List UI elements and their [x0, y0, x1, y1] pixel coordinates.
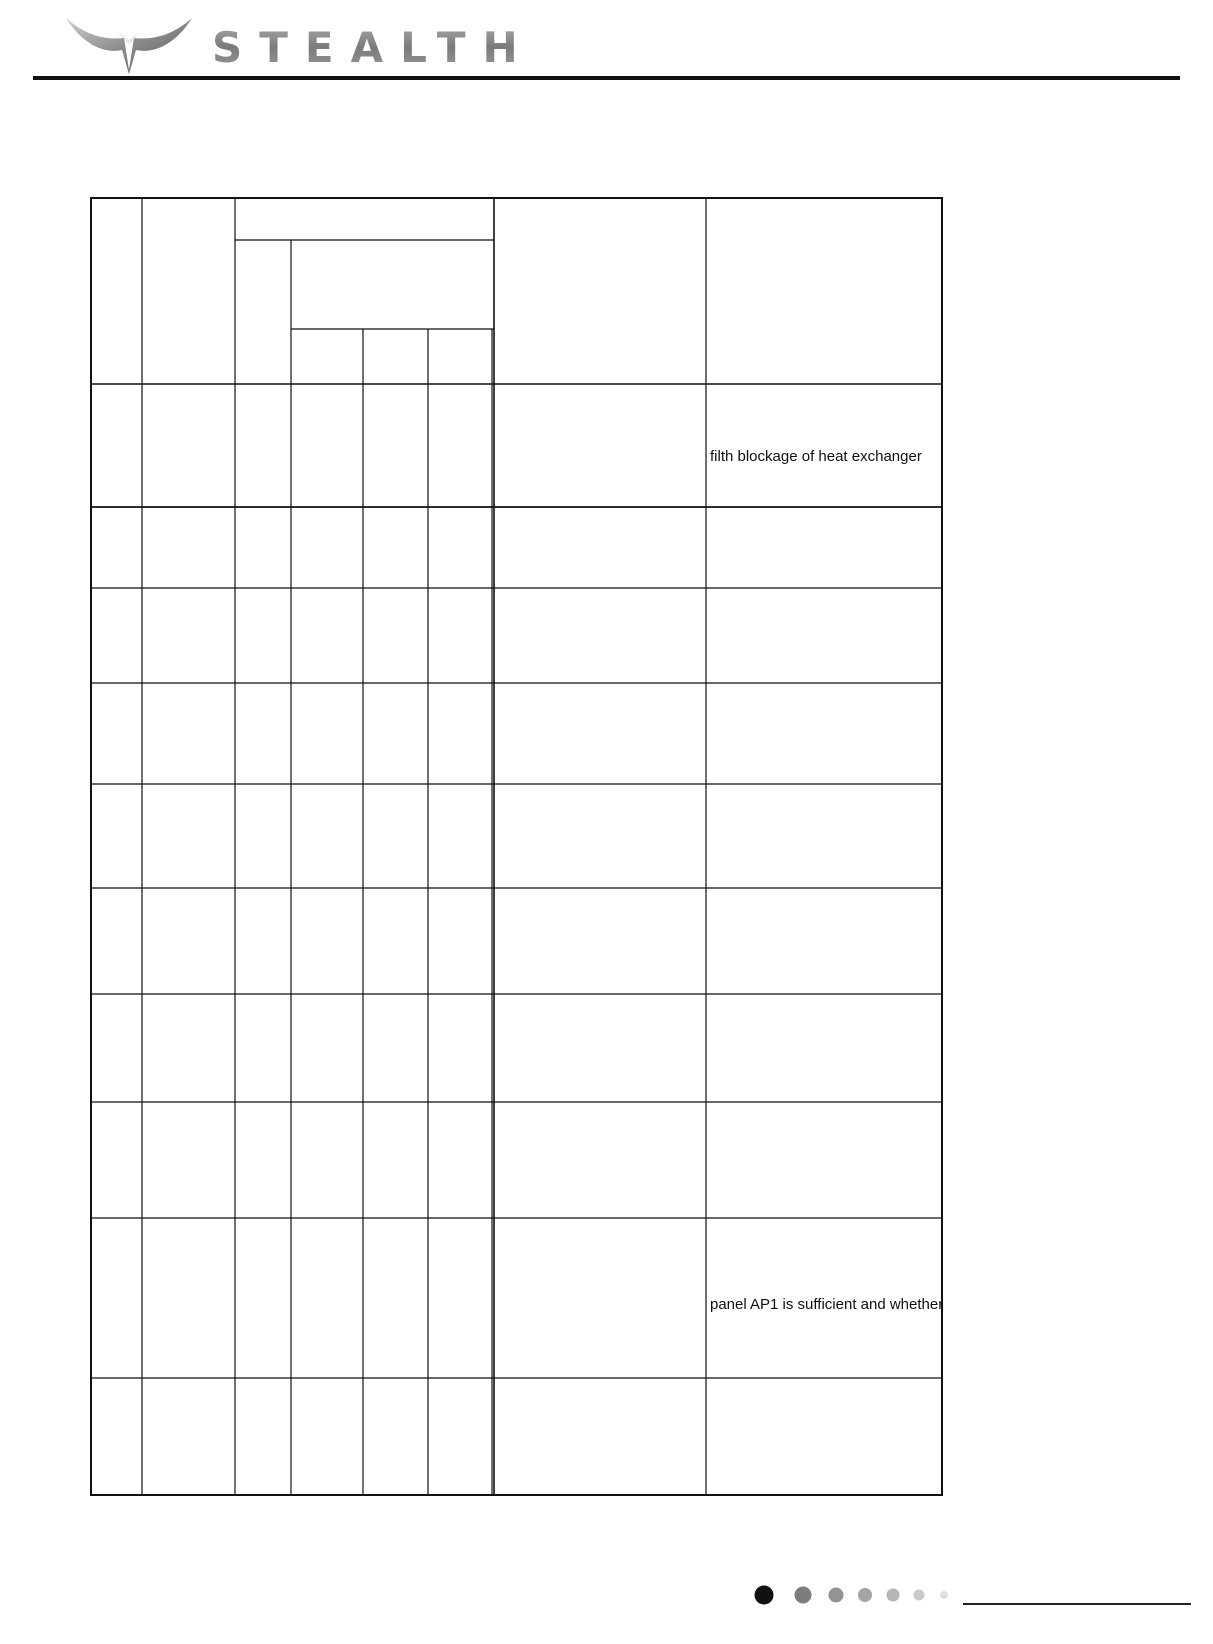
page-dot [795, 1587, 812, 1604]
header-rule [33, 76, 1180, 80]
page-dot [829, 1588, 844, 1603]
footer-rule [963, 1603, 1191, 1605]
page-dot [858, 1588, 872, 1602]
page-header [0, 0, 1213, 84]
page-dot [940, 1591, 948, 1599]
stealth-logo [64, 14, 194, 74]
winged-bird-icon [66, 18, 192, 74]
page-dot [887, 1589, 900, 1602]
page-dot [914, 1590, 925, 1601]
page-dot [755, 1586, 774, 1605]
page-progress-dots [750, 1580, 960, 1610]
row-1-note: filth blockage of heat exchanger [710, 448, 922, 465]
stealth-wordmark [212, 23, 535, 72]
row-9-note: panel AP1 is sufficient and whether [710, 1296, 944, 1313]
brand-name: STEALTH [212, 23, 535, 72]
